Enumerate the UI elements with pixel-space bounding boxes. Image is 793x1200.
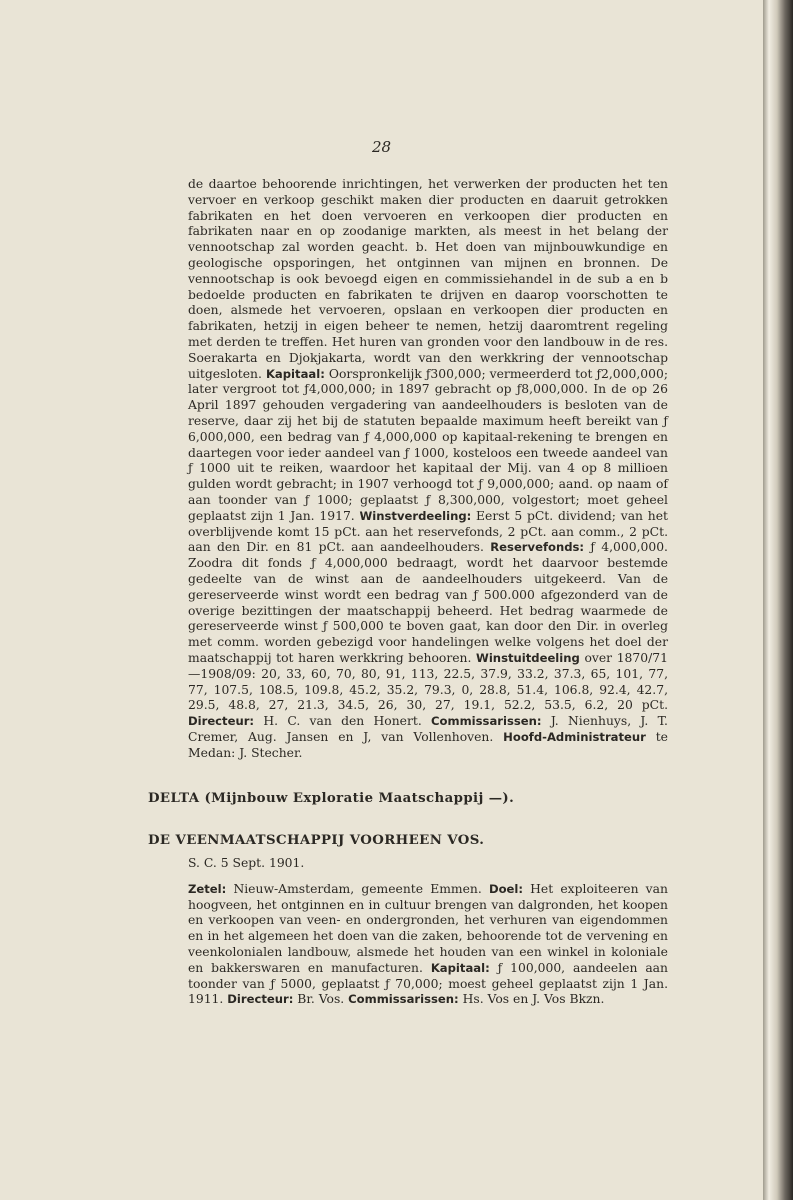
entry-body [188,177,668,761]
statute-date: S. C. 5 Sept. 1901. [188,856,305,870]
book-spine [763,0,793,1200]
winstverdeeling-text: Eerst 5 pCt. dividend; van het overblijvende komt 15 pCt. aan het reservefonds, 2 pCt. aan comm., 2 pCt. aan den Dir. en 81 pCt. aan aandeelhouders. [188,508,668,555]
veenmaatschappij-title: DE VEENMAATSCHAPPIJ VOORHEEN VOS. [148,833,485,848]
kapitaal-label: Kapitaal: [265,366,325,381]
company-entry-continued [188,177,668,761]
commissarissen-label: Commissarissen: [431,714,542,729]
delta-company-title: DELTA (Mijnbouw Exploratie Maatschappij —). [148,791,515,806]
reservefonds-text: ƒ 4,000,000. Zoodra dit fonds ƒ 4,000,000 bedraagt, wordt het daarvoor bestemde gedeelte van de winst aan de aandeelhouders uitgekeerd. Van de gereserveerde winst wordt een bedrag van ƒ 500.000 afgezonderd van de overige bezittingen der maatschappij beheerd. Het bedrag waarmede de gereserveerde winst ƒ 500,000 te boven gaat, kan door den Dir. in overleg met comm. worden gebezigd voor handelingen welke volgens het doel der maatschappij tot haren werkkring behooren. [188,540,668,665]
winstverdeeling-label: Winstverdeeling: [359,508,472,523]
reservefonds-label: Reservefonds: [490,540,585,555]
directeur-text: Br. Vos. [297,992,345,1007]
doel-label: Doel: [488,881,524,896]
veenmaatschappij-entry [188,856,668,1008]
zetel-text: Nieuw-Amsterdam, gemeente Emmen. [233,881,482,896]
commissarissen-text: Hs. Vos en J. Vos Bkzn. [462,992,605,1007]
commissarissen-text: J. Nienhuys, J. T. Cremer, Aug. Jansen en J, van Vollenhoven. [188,714,668,744]
objectives-text: de daartoe behoorende inrichtingen, het verwerken der producten het ten vervoer en verkoop geschikt maken dier producten en daaruit getrokken fabrikaten en het doen vervoeren en verkoopen dier producten en fabrikaten naar en op zoodanige markten, als meest in het belang der vennootschap zal worden geacht. b. Het doen van mijnbouwkundige en geologische opsporingen, het ontginnen van mijnen en bronnen. De vennootschap is ook bevoegd eigen en commissiehandel in de sub a en b bedoelde producten en fabrikaten te drijven en daarop voorschotten te doen, alsmede het vervoeren, opslaan en verkoopen dier producten en fabrikaten, hetzij in eigen beheer te nemen, hetzij daaromtrent regeling met derden te treffen. Het huren van gronden voor den landbouw in de res. Soerakarta en Djokjakarta, wordt van den werkkring der vennootschap uitgesloten. [188,177,668,381]
directeur-label: Directeur: [188,714,255,729]
page-number: 28 [371,138,392,156]
directeur-text: H. C. van den Honert. [263,714,422,729]
kapitaal-label: Kapitaal: [430,960,490,975]
directeur-label: Directeur: [227,992,294,1007]
doel-text: Het exploiteeren van hoogveen, het ontginnen en in cultuur brengen van dalgronden, het koopen en verkoopen van veen- en ondergronden, het verhuren van eigendommen en in het algemeen het doen van die zaken, behoorende tot de vervening en veenkolonialen landbouw, alsmede het houden van een winkel in koloniale en bakkerswaren en manufacturen. [188,881,668,975]
kapitaal-text: Oorspronkelijk ƒ300,000; vermeerderd tot ƒ2,000,000; later vergroot tot ƒ4,000,000; in 1897 gebracht op ƒ8,000,000. In de op 26 April 1897 gehouden vergadering van aandeelhouders is besloten van de reserve, daar zij het bij de statuten bepaalde maximum heeft bereikt van ƒ 6,000,000, een bedrag van ƒ 4,000,000 op kapitaal-rekening te brengen en daartegen voor ieder aandeel van ƒ 1000, kosteloos een tweede aandeel van ƒ 1000 uit te reiken, waardoor het kapitaal der Mij. van 4 op 8 millioen gulden wordt gebracht; in 1907 verhoogd tot ƒ 9,000,000; aand. op naam of aan toonder van ƒ 1000; geplaatst ƒ 8,300,000, volgestort; moet geheel geplaatst zijn 1 Jan. 1917. [188,366,668,523]
hoofd-administrateur-label: Hoofd-Administrateur [503,729,646,744]
commissarissen-label: Commissarissen: [348,992,459,1007]
winstuitdeeling-text: over 1870/71—1908/09: 20, 33, 60, 70, 80, 91, 113, 22.5, 37.9, 33.2, 37.3, 65, 101, 77, 77, 107.5, 108.5, 109.8, 45.2, 35.2, 79.3, 0, 28.8, 51.4, 106.8, 92.4, 42.7, 29.5, 48.8, 27, 21.3, 34.5, 26, 30, 27, 19.1, 52.2, 53.5, 6.2, 20 pCt. [188,650,668,713]
winstuitdeeling-label: Winstuitdeeling [476,650,580,665]
veen-entry-body [188,882,668,1008]
kapitaal-text: ƒ 100,000, aandeelen aan toonder van ƒ 5000, geplaatst ƒ 70,000; moest geheel geplaatst zijn 1 Jan. 1911. [188,960,668,1007]
zetel-label: Zetel: [188,881,227,896]
hoofd-administrateur-text: te Medan: J. Stecher. [188,729,668,760]
